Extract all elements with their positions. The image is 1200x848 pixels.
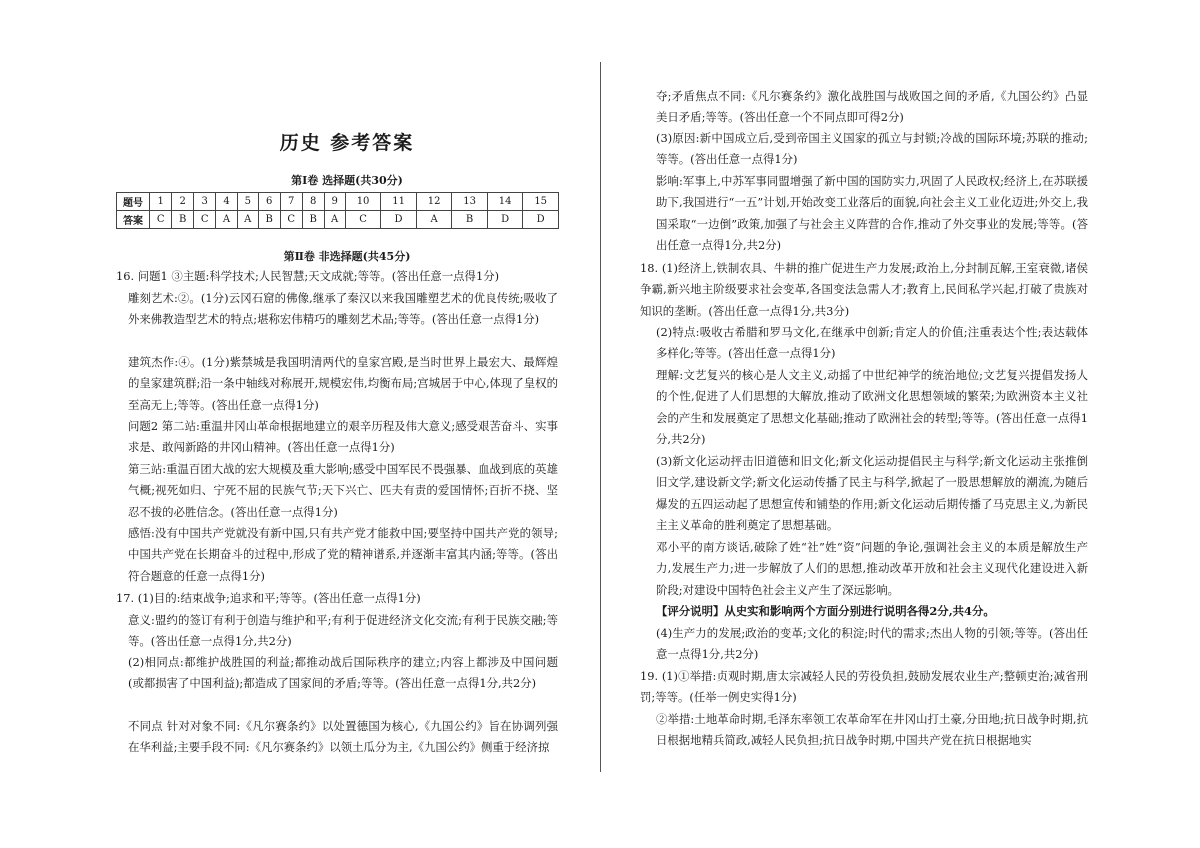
question-number: 3 <box>193 193 215 211</box>
answer-cell: C <box>150 211 172 229</box>
section-heading-choice: 第Ⅰ卷 选择题(共30分) <box>291 174 403 187</box>
question-number: 14 <box>487 193 523 211</box>
answer-cell: C <box>193 211 215 229</box>
section-heading-essay: 第Ⅱ卷 非选择题(共45分) <box>283 250 411 263</box>
answer-paragraph: (4)生产力的发展;政治的变革;文化的积淀;时代的需求;杰出人物的引领;等等。(答出任意一点得1分,共2分) <box>656 626 1088 662</box>
answer-paragraph: (3)新文化运动抨击旧道德和旧文化;新文化运动提倡民主与科学;新文化运动主张推倒旧文学,建设新文学;新文化运动传播了民主与科学,掀起了一股思想解放的潮流,为随后爆发的五四运动起了思想宣传和铺垫的作用;新文化运动后期传播了马克思主义,为新民主主义革命的胜利奠定了思想基础。 <box>656 454 1088 533</box>
answer-cell: D <box>487 211 523 229</box>
answer-paragraph: 19. (1)①举措:贞观时期,唐太宗减轻人民的劳役负担,鼓励发展农业生产;整顿吏治;减省刑罚;等等。(任举一例史实得1分) <box>640 669 1088 705</box>
column-divider <box>600 62 601 772</box>
answer-cell: B <box>258 211 280 229</box>
question-number: 8 <box>302 193 324 211</box>
answer-cell: D <box>523 211 559 229</box>
question-number: 7 <box>280 193 302 211</box>
answer-paragraph: 影响:军事上,中苏军事同盟增强了新中国的国防实力,巩固了人民政权;经济上,在苏联援助下,我国进行“一五”计划,开始改变工业落后的面貌,向社会主义工业化迈进;外交上,我国采取“一边倒”政策,加强了与社会主义阵营的合作,推动了外交事业的发展;等等。(答出任意一点得1分,共2分) <box>656 174 1088 253</box>
question-number: 2 <box>172 193 194 211</box>
row-label-number: 题号 <box>117 193 150 211</box>
question-number: 13 <box>452 193 488 211</box>
table-row-numbers <box>117 193 559 211</box>
answer-cell: A <box>324 211 345 229</box>
answer-paragraph: (3)原因:新中国成立后,受到帝国主义国家的孤立与封锁;冷战的国际环境;苏联的推动;等等。(答出任意一点得1分) <box>656 131 1088 167</box>
question-number: 15 <box>523 193 559 211</box>
scoring-note: 【评分说明】从史实和影响两个方面分别进行说明各得2分,共4分。 <box>656 604 995 618</box>
answer-cell: A <box>237 211 258 229</box>
table-row-answers <box>117 211 559 229</box>
answer-paragraph: (2)特点:吸收古希腊和罗马文化,在继承中创新;肯定人的价值;注重表达个性;表达载体多样化;等等。(答出任意一点得1分) <box>656 325 1088 361</box>
question-number: 6 <box>258 193 280 211</box>
row-label-answer: 答案 <box>117 211 150 229</box>
question-number: 9 <box>324 193 345 211</box>
answer-paragraph: 不同点 针对对象不同:《凡尔赛条约》以处置德国为核心,《九国公约》旨在协调列强在华利益;主要手段不同:《凡尔赛条约》以领土瓜分为主,《九国公约》侧重于经济掠 <box>128 719 558 755</box>
question-number: 4 <box>216 193 237 211</box>
question-number: 12 <box>416 193 452 211</box>
answer-cell: D <box>381 211 417 229</box>
question-number: 10 <box>345 193 381 211</box>
answer-cell: B <box>452 211 488 229</box>
answer-cell: A <box>416 211 452 229</box>
answer-cell: B <box>172 211 194 229</box>
answer-paragraph: ②举措:土地革命时期,毛泽东率领工农革命军在井冈山打土豪,分田地;抗日战争时期,抗日根据地精兵简政,减轻人民负担;抗日战争时期,中国共产党在抗日根据地实 <box>656 712 1088 748</box>
answer-paragraph: 建筑杰作:④。(1分)紫禁城是我国明清两代的皇家宫殿,是当时世界上最宏大、最辉煌的皇家建筑群;沿一条中轴线对称展开,规模宏伟,均衡布局;宫城居于中心,体现了皇权的至高无上;等等。(答出任意一点得1分) <box>128 355 558 412</box>
answer-paragraph: 问题2 第二站:重温井冈山革命根据地建立的艰辛历程及伟大意义;感受艰苦奋斗、实事求是、敢闯新路的井冈山精神。(答出任意一点得1分) <box>128 419 558 455</box>
answer-paragraph: 意义:盟约的签订有利于创造与维护和平;有利于促进经济文化交流;有利于民族交融;等等。(答出任意一点得1分,共2分) <box>128 613 558 649</box>
page-title: 历史 参考答案 <box>279 132 415 154</box>
answer-paragraph: 夺;矛盾焦点不同:《凡尔赛条约》激化战胜国与战败国之间的矛盾,《九国公约》凸显美日矛盾;等等。(答出任意一个不同点即可得2分) <box>656 89 1088 125</box>
answer-paragraph: 18. (1)经济上,铁制农具、牛耕的推广促进生产力发展;政治上,分封制瓦解,王室衰微,诸侯争霸,新兴地主阶级要求社会变革,各国变法急需人才;教育上,民间私学兴起,打破了贵族对知识的垄断。(答出任意一点得1分,共3分) <box>640 261 1088 318</box>
answer-paragraph: (2)相同点:都维护战胜国的利益;都推动战后国际秩序的建立;内容上都涉及中国问题(或都损害了中国利益);都造成了国家间的矛盾;等等。(答出任意一点得1分,共2分) <box>128 655 558 691</box>
question-number: 1 <box>150 193 172 211</box>
answer-paragraph: 第三站:重温百团大战的宏大规模及重大影响;感受中国军民不畏强暴、血战到底的英雄气概;视死如归、宁死不屈的民族气节;天下兴亡、匹夫有责的爱国情怀;百折不挠、坚忍不拔的必胜信念。(答出任意一点得1分) <box>128 462 558 519</box>
answer-cell: B <box>302 211 324 229</box>
question-number: 5 <box>237 193 258 211</box>
answer-paragraph: 雕刻艺术:②。(1分)云冈石窟的佛像,继承了秦汉以来我国雕塑艺术的优良传统;吸收了外来佛教造型艺术的特点;堪称宏伟精巧的雕刻艺术品;等等。(答出任意一点得1分) <box>128 291 558 327</box>
answer-cell: C <box>345 211 381 229</box>
answer-paragraph: 16. 问题1 ③主题:科学技术;人民智慧;天文成就;等等。(答出任意一点得1分) <box>116 269 500 283</box>
answer-paragraph: 理解:文艺复兴的核心是人文主义,动摇了中世纪神学的统治地位;文艺复兴提倡发扬人的个性,促进了人们思想的大解放,推动了欧洲文化思想领域的繁荣;为欧洲资本主义社会的产生和发展奠定了思想文化基础;推动了欧洲社会的转型;等等。(答出任意一点得1分,共2分) <box>656 368 1088 447</box>
answer-paragraph: 邓小平的南方谈话,破除了姓“社”姓“资”问题的争论,强调社会主义的本质是解放生产力,发展生产力;进一步解放了人们的思想,推动改革开放和社会主义现代化建设进入新阶段;对建设中国特色社会主义产生了深远影响。 <box>656 540 1088 597</box>
question-number: 11 <box>381 193 417 211</box>
answer-paragraph: 17. (1)目的:结束战争;追求和平;等等。(答出任意一点得1分) <box>116 591 421 605</box>
answer-table <box>116 192 559 229</box>
answer-cell: A <box>216 211 237 229</box>
answer-paragraph: 感悟:没有中国共产党就没有新中国,只有共产党才能救中国;要坚持中国共产党的领导;中国共产党在长期奋斗的过程中,形成了党的精神谱系,并逐渐丰富其内涵;等等。(答出符合题意的任意一点得1分) <box>128 526 558 583</box>
answer-cell: C <box>280 211 302 229</box>
